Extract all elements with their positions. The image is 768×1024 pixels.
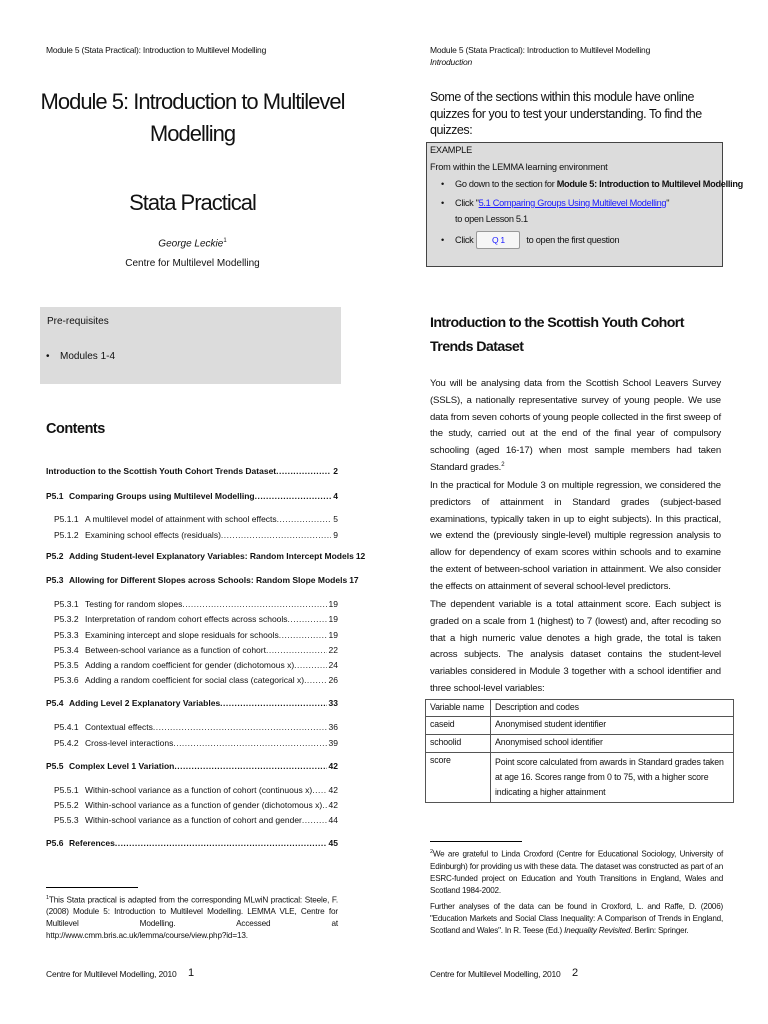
toc-leader bbox=[312, 785, 326, 795]
toc-number: P5.1 bbox=[46, 491, 64, 501]
table-row bbox=[426, 735, 734, 753]
toc-page-number: 33 bbox=[328, 698, 338, 708]
toc-page-number: 36 bbox=[328, 722, 338, 732]
toc-number: P5.1.1 bbox=[54, 514, 79, 524]
example-step-1: • Go down to the section for Module 5: Introduction to Multilevel Modelling bbox=[441, 179, 743, 189]
footnote-2: Further analyses of the data can be found in Croxford, L. and Raffe, D. (2006) "Education Markets and Social Class Inequality: A Comparison of Trends in England, Scotland and Wales". In R. Teese (Ed.) Inequality Revisited. Berlin: Springer. bbox=[430, 901, 723, 935]
toc-page-number: 45 bbox=[328, 838, 338, 848]
toc-number: P5.3.1 bbox=[54, 599, 79, 609]
toc-leader bbox=[115, 838, 327, 848]
toc-page-number: 19 bbox=[328, 614, 338, 624]
toc-label: Examining school effects (residuals) bbox=[85, 530, 221, 540]
toc-page-number: 24 bbox=[328, 660, 338, 670]
toc-label: Cross-level interactions bbox=[85, 738, 174, 748]
toc-leader bbox=[221, 530, 331, 540]
lesson-link[interactable]: 5.1 Comparing Groups Using Multilevel Modelling bbox=[478, 198, 667, 208]
toc-page-number: 42 bbox=[328, 761, 338, 771]
toc-entry[interactable] bbox=[54, 630, 338, 640]
toc-entry[interactable] bbox=[54, 785, 338, 795]
example-step-3: • Click Q 1 to open the first question bbox=[441, 231, 619, 249]
toc-label: Testing for random slopes bbox=[85, 599, 183, 609]
footnote bbox=[430, 846, 723, 937]
footnote: $^1$This Stata practical is adapted from the corresponding MLwiN practical: Steele, F. (2008) Module 5: Introduction to Multilevel Modelling. LEMMA VLE, Centre for Multilevel Modelling. Accessed at http://www.cmm.bris.ac.uk/lemma/course/view.php?id=13. bbox=[46, 895, 338, 940]
toc-page-number: 2 bbox=[333, 466, 338, 476]
prerequisites-box bbox=[40, 307, 341, 384]
prerequisites-item: • Modules 1-4 bbox=[46, 351, 116, 362]
toc-number: P5.3.5 bbox=[54, 660, 79, 670]
paragraph-2: In the practical for Module 3 on multiple regression, we considered the predictors of attainment in Standard grades (subject-based examinations, typically taken in up to eight subjects). In this practical, we extend the (previously single-level) multiple regression analysis to allow for dependency of exam scores within schools and to examine the extent of between-school variation in attainment. We also consider the effects on attainment of several school-level predictors. bbox=[430, 480, 721, 592]
page-header: Module 5 (Stata Practical): Introduction to Multilevel Modelling bbox=[430, 45, 651, 55]
toc-label: Adding Student-level Explanatory Variables: Random Intercept Models bbox=[69, 551, 354, 561]
author-name: George Leckie bbox=[158, 238, 224, 250]
toc-page-number: 26 bbox=[328, 675, 338, 685]
table-cell: Anonymised school identifier bbox=[491, 735, 734, 753]
toc-entry[interactable] bbox=[54, 800, 338, 810]
toc-leader bbox=[288, 614, 327, 624]
toc-leader bbox=[153, 722, 327, 732]
toc-page-number: 22 bbox=[328, 645, 338, 655]
toc-label: Contextual effects bbox=[85, 722, 153, 732]
toc-label: Within-school variance as a function of gender (dichotomous x) bbox=[85, 800, 323, 810]
toc-leader bbox=[277, 514, 332, 524]
table-row bbox=[426, 717, 734, 735]
author bbox=[40, 238, 345, 249]
page-footer: Centre for Multilevel Modelling, 2010 bbox=[46, 969, 177, 979]
variables-table-wrap bbox=[425, 699, 734, 803]
variables-table bbox=[425, 699, 734, 803]
toc-entry[interactable] bbox=[54, 660, 338, 670]
table-header-cell: Description and codes bbox=[491, 700, 734, 717]
toc-label: Within-school variance as a function of cohort and gender bbox=[85, 815, 302, 825]
page-header-section: Introduction bbox=[430, 57, 473, 67]
toc-number: P5.4.1 bbox=[54, 722, 79, 732]
toc-leader bbox=[173, 738, 326, 748]
toc-page-number: 19 bbox=[328, 630, 338, 640]
page-number: 2 bbox=[572, 967, 579, 979]
table-header-row bbox=[426, 700, 734, 717]
table-cell: Anonymised student identifier bbox=[491, 717, 734, 735]
toc-label: Complex Level 1 Variation bbox=[69, 761, 175, 771]
toc-page-number: 12 bbox=[355, 551, 366, 561]
table-cell: schoolid bbox=[426, 735, 491, 753]
toc-leader bbox=[255, 491, 332, 501]
toc-number: P5.3.3 bbox=[54, 630, 79, 640]
toc-label: Adding Level 2 Explanatory Variables bbox=[69, 698, 221, 708]
toc-leader bbox=[266, 645, 327, 655]
toc-entry[interactable] bbox=[46, 466, 338, 476]
example-step-2: • Click "5.1 Comparing Groups Using Multilevel Modelling" bbox=[441, 198, 670, 208]
document-subtitle: Stata Practical bbox=[129, 190, 256, 215]
toc-number: P5.1.2 bbox=[54, 530, 79, 540]
example-step-2-cont: to open Lesson 5.1 bbox=[455, 214, 528, 224]
toc-page-number: 9 bbox=[333, 530, 338, 540]
paragraph-1: You will be analysing data from the Scottish School Leavers Survey (SSLS), a nationally representative survey of young people. We use data from seven cohorts of young people collected in the first sweep of the study, carried out at the end of the final year of compulsory schooling (aged 16-17) when most sample members had taken Standard grades.$^2$ bbox=[430, 378, 721, 473]
paragraph-3: The dependent variable is a total attainment score. Each subject is graded on a scale from 1 (highest) to 7 (lowest) and, after recoding so that a high numeric value denotes a high grade, the total is taken across subjects. The analysis dataset contains the student-level variables considered in Module 3 together with a school identifier and three school-level variables: bbox=[430, 599, 721, 694]
toc-leader bbox=[174, 761, 326, 771]
toc-number: P5.3.4 bbox=[54, 645, 79, 655]
page-header: Module 5 (Stata Practical): Introduction to Multilevel Modelling bbox=[46, 45, 267, 55]
toc-number: P5.3.6 bbox=[54, 675, 79, 685]
toc-entry[interactable] bbox=[54, 614, 338, 624]
affiliation: Centre for Multilevel Modelling bbox=[125, 258, 260, 269]
footnote-rule bbox=[430, 841, 522, 842]
toc-page-number: 5 bbox=[333, 514, 338, 524]
toc-label: Introduction to the Scottish Youth Cohort Trends Dataset bbox=[46, 466, 277, 476]
table-row bbox=[426, 753, 734, 803]
toc-number: P5.5 bbox=[46, 761, 64, 771]
toc-label: Adding a random coefficient for social class (categorical x) bbox=[85, 675, 305, 685]
toc-entry[interactable] bbox=[54, 514, 338, 524]
bullet-icon: • bbox=[46, 351, 50, 362]
bullet-icon: • bbox=[441, 235, 444, 245]
quiz-intro: Some of the sections within this module have online quizzes for you to test your understanding. To find the quizzes: bbox=[430, 90, 702, 137]
toc-entry[interactable] bbox=[46, 838, 338, 848]
example-label: EXAMPLE bbox=[430, 145, 473, 155]
toc-entry[interactable] bbox=[54, 599, 338, 609]
toc-leader bbox=[279, 630, 327, 640]
footnote-1: $^2$We are grateful to Linda Croxford (Centre for Educational Sociology, University of Edinburgh) for providing us with these data. The dataset was constructed as part of an ESRC-funded project on Education and Youth Transitions in England, Wales and Scotland 1984-2002. bbox=[430, 849, 723, 895]
toc-label: Examining intercept and slope residuals for schools bbox=[85, 630, 279, 640]
toc-leader bbox=[294, 660, 326, 670]
page-number: 1 bbox=[188, 967, 195, 979]
toc-number: P5.2 bbox=[46, 551, 64, 561]
bullet-icon: • bbox=[441, 198, 444, 208]
toc-entry[interactable] bbox=[46, 698, 338, 708]
toc-entry[interactable] bbox=[54, 815, 338, 825]
bullet-icon: • bbox=[441, 179, 444, 189]
toc-entry[interactable] bbox=[54, 722, 338, 732]
toc-page-number: 44 bbox=[328, 815, 338, 825]
toc-entry[interactable] bbox=[54, 738, 338, 748]
toc-label: Between-school variance as a function of cohort bbox=[85, 645, 266, 655]
toc-number: P5.6 bbox=[46, 838, 64, 848]
toc-page-number: 42 bbox=[328, 785, 338, 795]
toc-leader bbox=[220, 698, 326, 708]
author-footnote-mark: 1 bbox=[223, 238, 227, 244]
table-header-cell: Variable name bbox=[426, 700, 491, 717]
page-footer: Centre for Multilevel Modelling, 2010 bbox=[430, 969, 561, 979]
toc-page-number: 42 bbox=[328, 800, 338, 810]
toc-entry[interactable] bbox=[46, 551, 366, 561]
table-cell: caseid bbox=[426, 717, 491, 735]
example-line: From within the LEMMA learning environment bbox=[430, 162, 608, 172]
toc-label: Allowing for Different Slopes across Schools: Random Slope Models bbox=[69, 575, 348, 585]
toc-number: P5.4.2 bbox=[54, 738, 79, 748]
toc-page-number: 19 bbox=[328, 599, 338, 609]
toc-entry[interactable] bbox=[54, 530, 338, 540]
toc-entry[interactable] bbox=[46, 761, 338, 771]
toc-leader bbox=[304, 675, 326, 685]
toc-number: P5.5.3 bbox=[54, 815, 79, 825]
footnote-rule bbox=[46, 887, 138, 888]
toc-number: P5.3 bbox=[46, 575, 64, 585]
prerequisites-heading: Pre-requisites bbox=[47, 316, 109, 327]
toc-leader bbox=[276, 466, 331, 476]
document-title bbox=[40, 86, 345, 150]
title-line-1: Module 5: Introduction to Multilevel bbox=[40, 89, 345, 114]
toc-page-number: 4 bbox=[333, 491, 338, 501]
toc-label: References bbox=[69, 838, 115, 848]
toc-entry[interactable] bbox=[54, 675, 338, 685]
toc-label: Adding a random coefficient for gender (dichotomous x) bbox=[85, 660, 295, 670]
toc-leader bbox=[302, 815, 327, 825]
toc-number: P5.4 bbox=[46, 698, 64, 708]
toc-number: P5.5.1 bbox=[54, 785, 79, 795]
toc-entry[interactable] bbox=[54, 645, 338, 655]
toc-page-number: 17 bbox=[349, 575, 359, 585]
toc-label: Interpretation of random cohort effects across schools bbox=[85, 614, 288, 624]
toc-page-number: 39 bbox=[328, 738, 338, 748]
quiz-button[interactable]: Q 1 bbox=[476, 231, 520, 249]
table-cell: Point score calculated from awards in Standard grades taken at age 16. Scores range from 0 to 75, with a higher score indicating a higher attainment bbox=[491, 753, 734, 803]
toc-number: P5.3.2 bbox=[54, 614, 79, 624]
toc-entry[interactable] bbox=[46, 491, 338, 501]
example-box bbox=[426, 142, 743, 267]
toc-label: A multilevel model of attainment with school effects bbox=[85, 514, 277, 524]
title-line-2: Modelling bbox=[149, 121, 236, 146]
contents-heading: Contents bbox=[46, 421, 105, 437]
toc-leader bbox=[182, 599, 326, 609]
section-heading: Introduction to the Scottish Youth Cohort Trends Dataset bbox=[430, 315, 684, 355]
toc-label: Comparing Groups using Multilevel Modelling bbox=[69, 491, 255, 501]
toc-entry[interactable] bbox=[46, 575, 359, 585]
toc-number: P5.5.2 bbox=[54, 800, 79, 810]
toc-label: Within-school variance as a function of cohort (continuous x) bbox=[85, 785, 313, 795]
table-cell: score bbox=[426, 753, 491, 803]
